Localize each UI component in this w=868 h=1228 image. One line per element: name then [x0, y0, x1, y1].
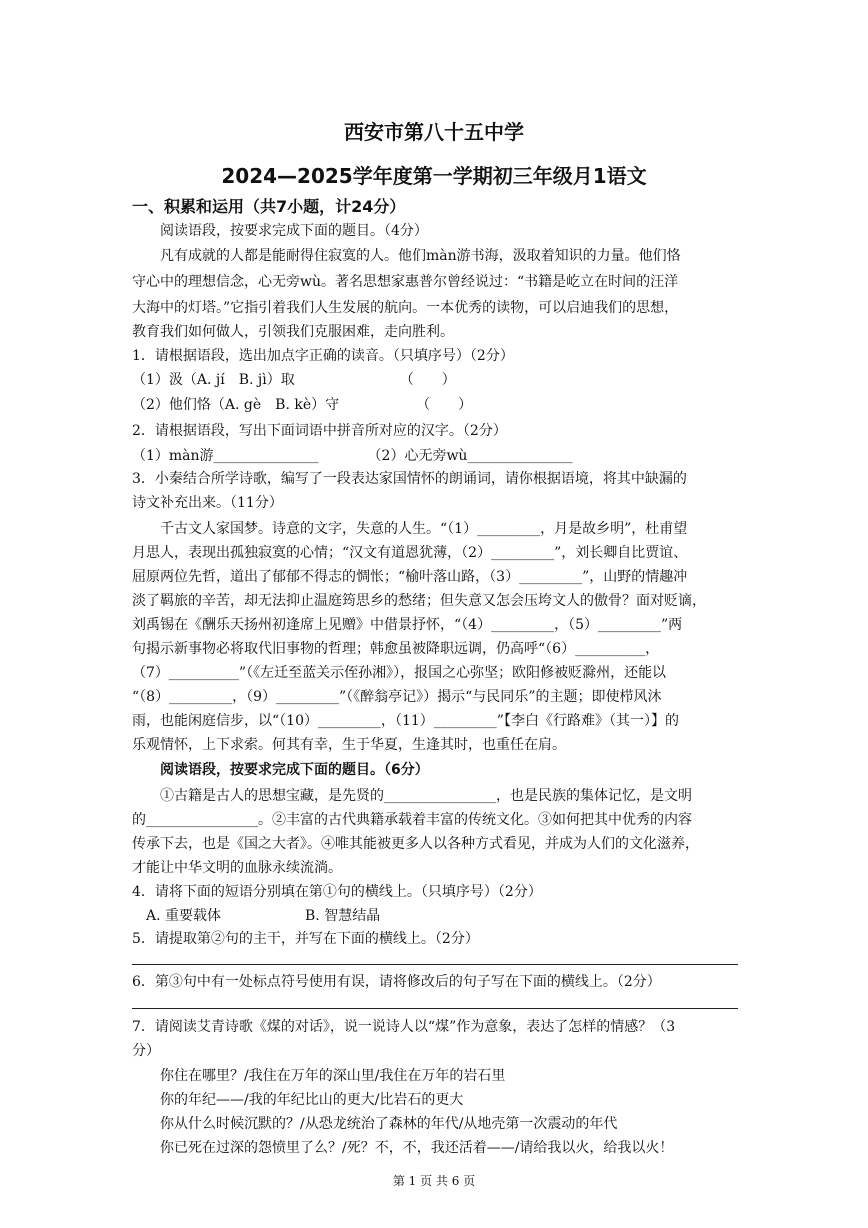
question-stem: 诗文补充出来。（11分） — [132, 495, 283, 511]
question-item: （2）他们恪（A. gè B. kè）守 （ ） — [132, 397, 473, 413]
reading-intro: 阅读语段，按要求完成下面的题目。（6分） — [160, 762, 429, 778]
answer-blank-line: （1）màn游_______________ （2）心无旁wù_______________ — [132, 448, 573, 464]
fill-text-line: （7）__________”（《左迁至蓝关示侄孙湘》），报国之心弥坚；欧阳修被贬滁州，还能以 — [132, 665, 667, 681]
passage-line: 的________________。②丰富的古代典籍承载着丰富的传统文化。③如何把其中优秀的内容 — [132, 812, 692, 828]
fill-text-line: 月思人，表现出孤独寂寞的心情；“汉文有道恩犹薄，（2）_________”，刘长卿自比贾谊、 — [132, 545, 688, 561]
poem-line: 你住在哪里？/我住在万年的深山里/我住在万年的岩石里 — [160, 1068, 506, 1084]
answer-options: A. 重要载体 B. 智慧结晶 — [146, 908, 381, 924]
passage-line: ①古籍是古人的思想宝藏，是先贤的________________，也是民族的集体记忆，是文明 — [160, 788, 692, 804]
question-stem: 4．请将下面的短语分别填在第①句的横线上。（只填序号）（2分） — [132, 884, 542, 900]
question-stem: 7．请阅读艾青诗歌《煤的对话》，说一说诗人以“煤”作为意象，表达了怎样的情感？（3 — [132, 1019, 676, 1035]
poem-line: 你从什么时候沉默的？/从恐龙统治了森林的年代/从地壳第一次震动的年代 — [160, 1116, 618, 1132]
fill-text-line: 刘禹锡在《酬乐天扬州初逢席上见赠》中借景抒怀，“（4）_________，（5）_________”两 — [132, 617, 683, 633]
question-stem: 3．小秦结合所学诗歌，编写了一段表达家国情怀的朗诵词，请你根据语境，将其中缺漏的 — [132, 471, 687, 487]
page-number: 第 1 页 共 6 页 — [392, 1174, 476, 1188]
section-heading: 一、积累和运用（共7小题，计24分） — [132, 197, 406, 216]
fill-text-line: 淡了羁旅的辛苦，却无法抑止温庭筠思乡的愁绪；但失意又怎会压垮文人的傲骨？面对贬谪， — [132, 593, 706, 609]
school-title: 西安市第八十五中学 — [344, 120, 524, 144]
fill-text-line: 屈原两位先哲，道出了郁郁不得志的惆怅；“榆叶落山路，（3）_________”，山野的情趣冲 — [132, 569, 688, 585]
poem-line: 你的年纪——/我的年纪比山的更大/比岩石的更大 — [160, 1092, 464, 1108]
poem-line: 你已死在过深的怨愤里了么？/死？不，不，我还活着——/请给我以火，给我以火！ — [160, 1140, 674, 1156]
question-item: （1）汲（A. jí B. jì）取 （ ） — [132, 372, 456, 388]
passage-line: 传承下去，也是《国之大者》。④唯其能被更多人以各种方式看见，并成为人们的文化滋养， — [132, 836, 699, 852]
fill-text-line: 乐观情怀，上下求索。何其有幸，生于华夏，生逢其时，也重任在肩。 — [132, 737, 566, 753]
fill-text-line: 句揭示新事物必将取代旧事物的哲理；韩愈虽被降职远调，仍高呼“（6）__________， — [132, 641, 660, 657]
exam-title: 2024—2025学年度第一学期初三年级月1语文 — [221, 164, 647, 188]
fill-text-line: “（8）_________，（9）_________”（《醉翁亭记》）揭示“与民同乐”的主题；即使栉风沐 — [132, 689, 662, 705]
question-stem: 5．请提取第②句的主干，并写在下面的横线上。（2分） — [132, 931, 479, 947]
question-stem: 1．请根据语段，选出加点字正确的读音。（只填序号）（2分） — [132, 348, 514, 364]
answer-line — [132, 1008, 738, 1009]
passage-line: 守心中的理想信念，心无旁wù。著名思想家惠普尔曾经说过：“书籍是屹立在时间的汪洋 — [132, 274, 679, 290]
reading-intro: 阅读语段，按要求完成下面的题目。（4分） — [160, 223, 428, 239]
question-stem: 2．请根据语段，写出下面词语中拼音所对应的汉字。（2分） — [132, 423, 507, 439]
answer-line — [132, 964, 738, 965]
passage-line: 教育我们如何做人，引领我们克服困难，走向胜利。 — [132, 324, 454, 340]
passage-line: 才能让中华文明的血脉永续流淌。 — [132, 860, 342, 876]
question-stem: 分） — [132, 1043, 160, 1059]
question-stem: 6．第③句中有一处标点符号使用有误，请将修改后的句子写在下面的横线上。（2分） — [132, 974, 661, 990]
fill-text-line: 千古文人家国梦。诗意的文字，失意的人生。“（1）_________，月是故乡明”，杜甫望 — [160, 521, 688, 537]
fill-text-line: 雨，也能闲庭信步，以“（10）_________，（11）_________”【李白《行路难》（其一）】的 — [132, 713, 679, 729]
passage-line: 大海中的灯塔。”它指引着我们人生发展的航向。一本优秀的读物，可以启迪我们的思想， — [132, 300, 679, 316]
passage-line: 凡有成就的人都是能耐得住寂寞的人。他们màn游书海，汲取着知识的力量。他们恪 — [160, 248, 681, 264]
